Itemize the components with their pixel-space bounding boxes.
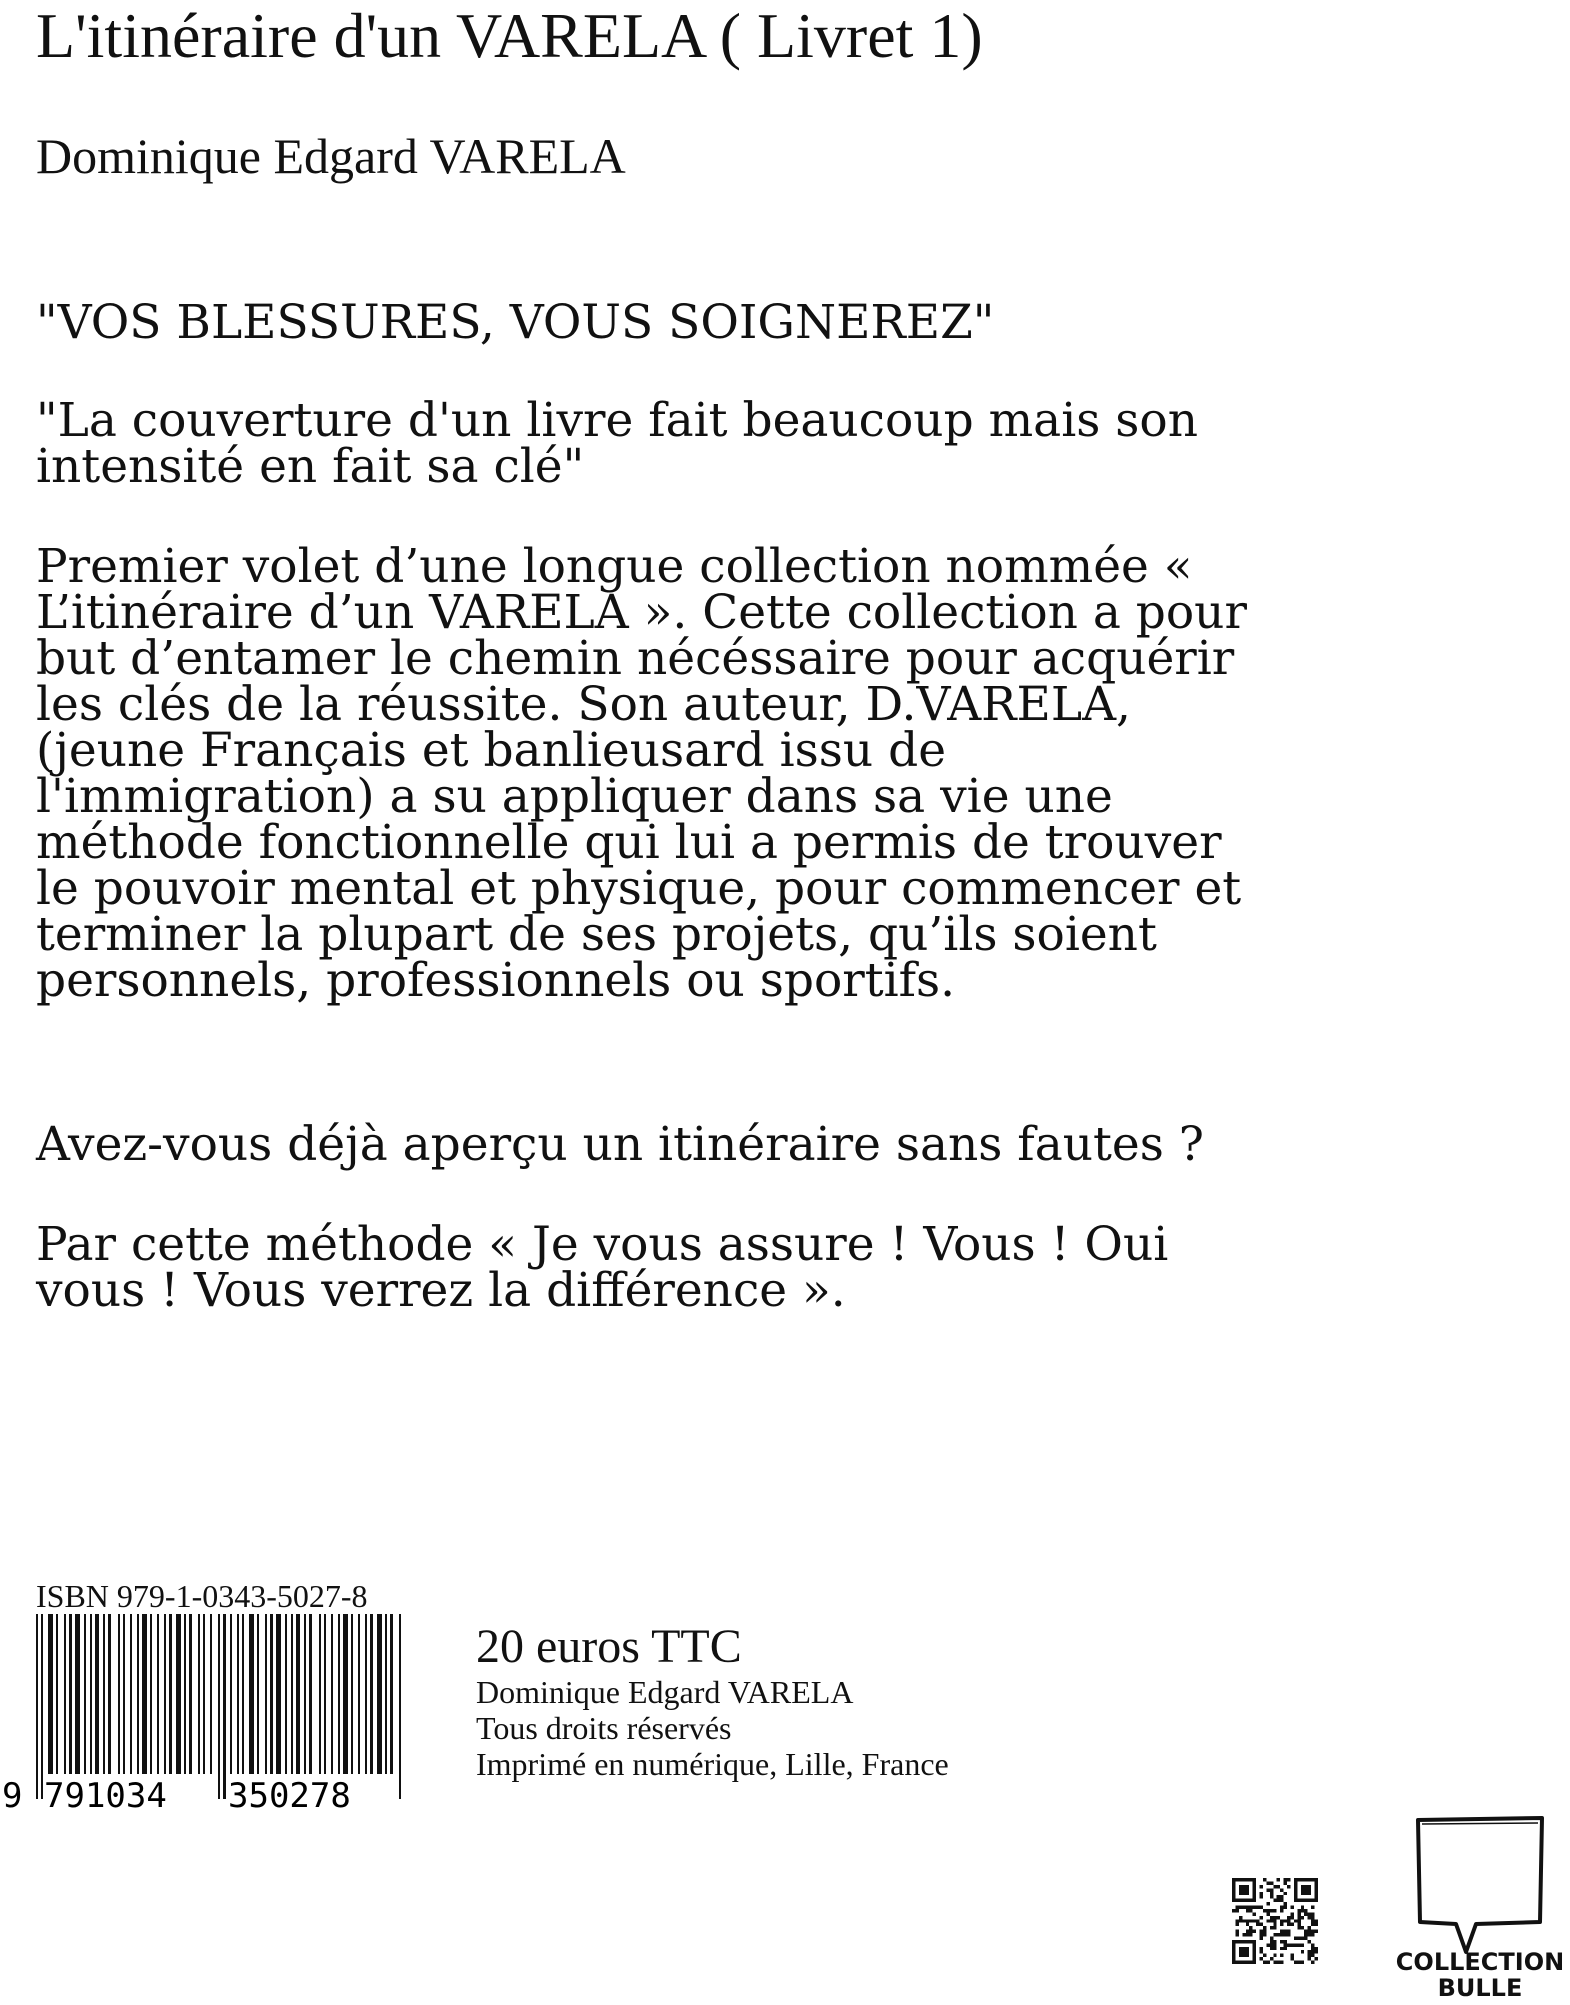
- slogan: "VOS BLESSURES, VOUS SOIGNEREZ": [36, 295, 995, 350]
- question: Avez-vous déjà aperçu un itinéraire sans fautes ?: [36, 1117, 1204, 1172]
- isbn-label: ISBN 979-1-0343-5027-8: [36, 1578, 368, 1614]
- price: 20 euros TTC: [476, 1620, 742, 1673]
- rights: Tous droits réservés: [476, 1710, 732, 1746]
- barcode-first-digit: 9: [2, 1776, 23, 1816]
- barcode: [0, 1614, 420, 1814]
- barcode-right-digits: 350278: [228, 1776, 351, 1816]
- barcode-bars: [36, 1614, 401, 1799]
- imprint-block: [476, 1620, 949, 1782]
- logo-line1: COLLECTION: [1395, 1948, 1565, 1976]
- imprint-author: Dominique Edgard VARELA: [476, 1674, 854, 1710]
- speech-bubble-icon: [1395, 1812, 1565, 2002]
- printed-location: Imprimé en numérique, Lille, France: [476, 1746, 949, 1782]
- method-quote: Par cette méthode « Je vous assure ! Vous ! Oui vous ! Vous verrez la différence ».: [36, 1217, 1169, 1318]
- book-title: L'itinéraire d'un VARELA ( Livret 1): [36, 0, 983, 71]
- quote: "La couverture d'un livre fait beaucoup mais son intensité en fait sa clé": [36, 393, 1198, 494]
- barcode-left-digits: 791034: [44, 1776, 167, 1816]
- qr-code-icon: [1232, 1878, 1318, 1964]
- logo-line2: BULLE: [1437, 1974, 1523, 2002]
- description: Premier volet d’une longue collection nommée « L’itinéraire d’un VARELA ». Cette collection a pour but d’entamer le chemin nécéssaire pour acquérir les clés de la réussite. Son auteur, D.VARELA, (jeune Français et banlieusard issu de l'immigration) a su appliquer dans sa vie une méthode fonctionnelle qui lui a permis de trouver le pouvoir mental et physique, pour commencer et terminer la plupart de ses projets, qu’ils soient personnels, professionnels ou sportifs.: [36, 539, 1247, 1008]
- book-author: Dominique Edgard VARELA: [36, 128, 626, 184]
